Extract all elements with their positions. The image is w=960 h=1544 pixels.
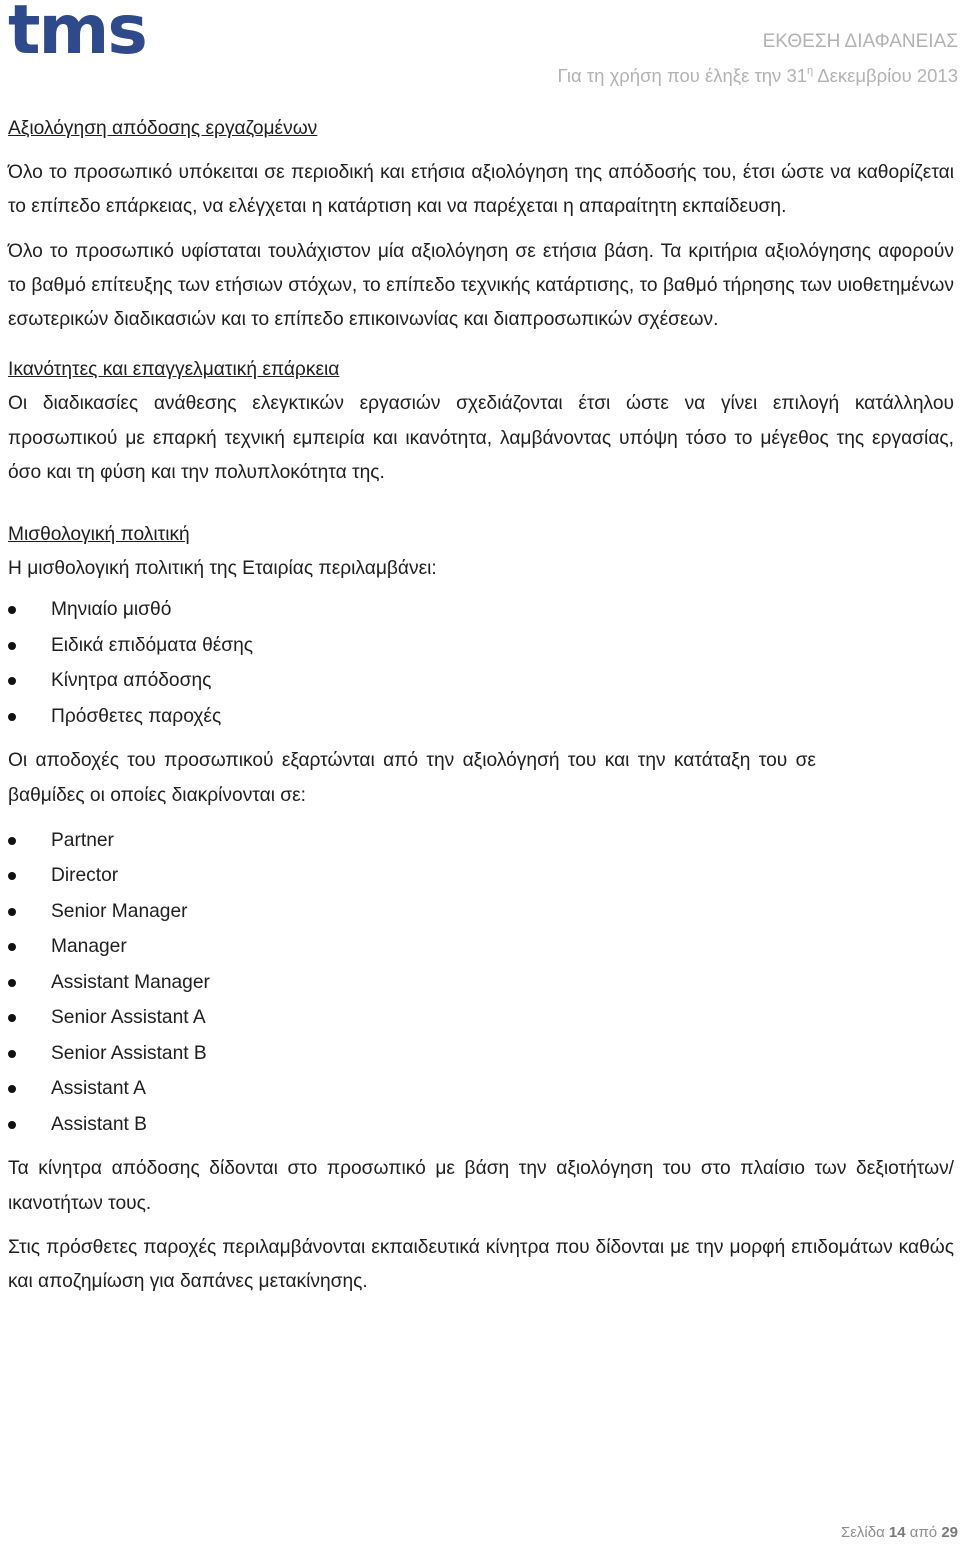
list-item: Senior Assistant A: [8, 1000, 954, 1036]
bullet-icon: [8, 1121, 16, 1129]
page-number: Σελίδα 14 από 29: [840, 1524, 958, 1541]
list-item: Senior Assistant B: [8, 1036, 954, 1072]
paragraph-evaluation-criteria: Όλο το προσωπικό υφίσταται τουλάχιστον μία αξιολόγηση σε ετήσια βάση. Τα κριτήρια αξιολόγησης αφορούν το βαθμό επίτευξης των ετήσιων στόχων, το επίπεδο τεχνικής κατάρτισης, το βαθμό τήρησης των υιοθετημένων εσωτερικών διαδικασιών και το επίπεδο επικοινωνίας και διαπροσωπικών σχέσεων.: [8, 240, 954, 331]
bullet-icon: [8, 872, 16, 880]
paragraph-competence: Οι διαδικασίες ανάθεσης ελεγκτικών εργασιών σχεδιάζονται έτσι ώστε να γίνει επιλογή κατάλληλου προσωπικού με επαρκή τεχνική εμπειρία και ικανότητα, λαμβάνοντας υπόψη τόσο το μέγεθος της εργασίας, όσο και τη φύση και την πολυπλοκότητα της.: [8, 393, 954, 484]
list-item: Assistant B: [8, 1107, 954, 1143]
bullet-icon: [8, 908, 16, 916]
paragraph-salary-intro: Η μισθολογική πολιτική της Εταιρίας περιλαμβάνει:: [8, 558, 437, 580]
list-item: Μηνιαίο μισθό: [8, 592, 954, 628]
bullet-icon: [8, 943, 16, 951]
paragraph-evaluation-periodic: Όλο το προσωπικό υπόκειται σε περιοδική και ετήσια αξιολόγηση της απόδοσής του, έτσι ώστε να καθορίζεται το επίπεδο επάρκειας, να ελέγχεται η κατάρτιση και να παρέχεται η απαραίτητη εκπαίδευση.: [8, 162, 954, 218]
bullet-icon: [8, 606, 16, 614]
list-item: Assistant A: [8, 1071, 954, 1107]
paragraph-incentives: Τα κίνητρα απόδοσης δίδονται στο προσωπικό με βάση την αξιολόγηση του στο πλαίσιο των δεξιοτήτων/ικανοτήτων τους.: [8, 1158, 954, 1214]
page-header: [558, 30, 959, 88]
paragraph-benefits: Στις πρόσθετες παροχές περιλαμβάνονται εκπαιδευτικά κίνητρα που δίδονται με την μορφή επιδομάτων καθώς και αποζημίωση για δαπάνες μετακίνησης.: [8, 1237, 954, 1293]
list-item: Ειδικά επιδόματα θέσης: [8, 628, 954, 664]
heading-performance-evaluation: Αξιολόγηση απόδοσης εργαζομένων: [8, 118, 318, 139]
bullet-icon: [8, 837, 16, 845]
bullet-icon: [8, 1050, 16, 1058]
bullet-icon: [8, 1085, 16, 1093]
list-item: Πρόσθετες παροχές: [8, 699, 954, 735]
heading-salary-policy: Μισθολογική πολιτική: [8, 524, 190, 546]
report-title: ΕΚΘΕΣΗ ΔΙΑΦΑΝΕΙΑΣ: [762, 31, 958, 52]
list-item: Assistant Manager: [8, 965, 954, 1001]
list-item: Senior Manager: [8, 894, 954, 930]
salary-components-list: [8, 592, 954, 734]
bullet-icon: [8, 642, 16, 650]
bullet-icon: [8, 677, 16, 685]
list-item: Partner: [8, 823, 954, 859]
report-subtitle: Για τη χρήση που έληξε την $31^\eta$ Δεκεμβρίου 2013: [557, 65, 958, 86]
grades-list: [8, 823, 954, 1143]
document-body: [8, 112, 954, 1300]
bullet-icon: [8, 713, 16, 721]
heading-competence: Ικανότητες και επαγγελματική επάρκεια: [8, 359, 340, 381]
bullet-icon: [8, 1014, 16, 1022]
list-item: Manager: [8, 929, 954, 965]
tms-logo: tms: [8, 0, 146, 70]
bullet-icon: [8, 979, 16, 987]
paragraph-grades-intro: Οι αποδοχές του προσωπικού εξαρτώνται από την αξιολόγησή του και την κατάταξη του σε βαθμίδες οι οποίες διακρίνονται σε:: [8, 750, 816, 806]
list-item: Director: [8, 858, 954, 894]
list-item: Κίνητρα απόδοσης: [8, 663, 954, 699]
